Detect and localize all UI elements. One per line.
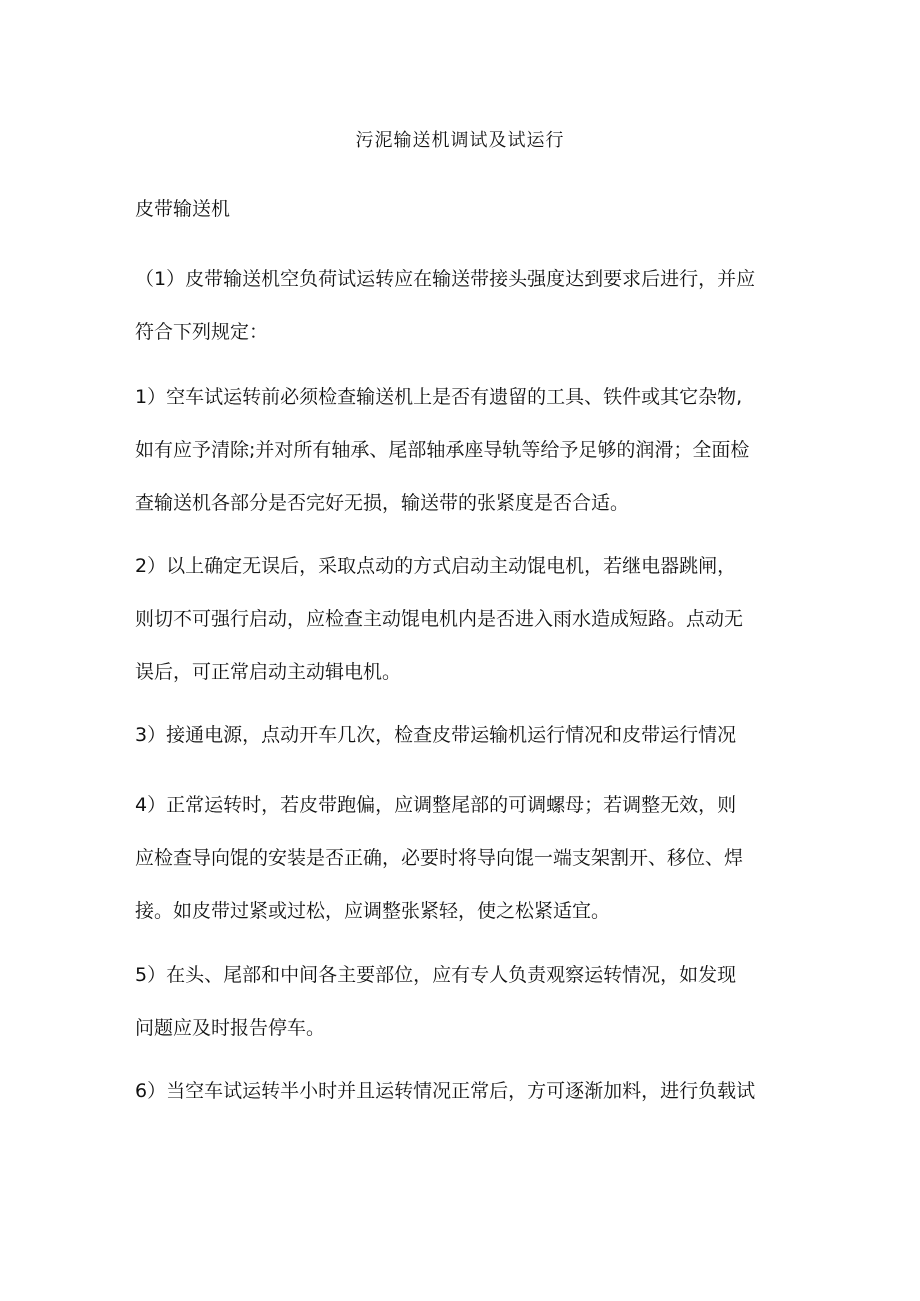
section-heading: 皮带输送机 — [135, 198, 231, 220]
paragraph-line: 应检查导向馄的安装是否正确，必要时将导向馄一端支架割开、移位、焊 — [135, 847, 744, 869]
paragraph-6 — [135, 962, 795, 1041]
paragraph-line: 5）在头、尾部和中间各主要部位，应有专人负责观察运转情况，如发现 — [135, 964, 737, 986]
paragraph-7 — [135, 1078, 795, 1104]
document-title: 污泥输送机调试及试运行 — [355, 130, 565, 151]
paragraph-line: 接。如皮带过紧或过松，应调整张紧轻，使之松紧适宜。 — [135, 900, 611, 922]
paragraph-3 — [135, 553, 795, 685]
paragraph-line: 问题应及时报告停车。 — [135, 1017, 326, 1039]
paragraph-1 — [135, 266, 795, 345]
paragraph-line: （1）皮带输送机空负荷试运转应在输送带接头强度达到要求后进行，并应 — [135, 268, 756, 290]
paragraph-line: 则切不可强行启动，应检查主动馄电机内是否进入雨水造成短路。点动无 — [135, 608, 744, 630]
paragraph-5 — [135, 792, 795, 924]
paragraph-line: 如有应予清除;并对所有轴承、尾部轴承座导轨等给予足够的润滑；全面检 — [135, 439, 750, 461]
paragraph-2 — [135, 384, 795, 516]
paragraph-4 — [135, 722, 795, 748]
paragraph-line: 误后，可正常启动主动辑电机。 — [135, 661, 402, 683]
paragraph-line: 1）空车试运转前必须检查输送机上是否有遗留的工具、铁件或其它杂物, — [135, 386, 743, 408]
paragraph-line: 3）接通电源，点动开车几次，检查皮带运输机运行情况和皮带运行情况 — [135, 724, 737, 746]
paragraph-line: 查输送机各部分是否完好无损，输送带的张紧度是否合适。 — [135, 492, 630, 514]
paragraph-line: 6）当空车试运转半小时并且运转情况正常后，方可逐渐加料，进行负载试 — [135, 1080, 756, 1102]
paragraph-line: 2）以上确定无误后，采取点动的方式启动主动馄电机，若继电器跳闸， — [135, 555, 737, 577]
paragraph-line: 4）正常运转时，若皮带跑偏，应调整尾部的可调螺母；若调整无效，则 — [135, 794, 737, 816]
paragraph-line: 符合下列规定： — [135, 321, 269, 343]
